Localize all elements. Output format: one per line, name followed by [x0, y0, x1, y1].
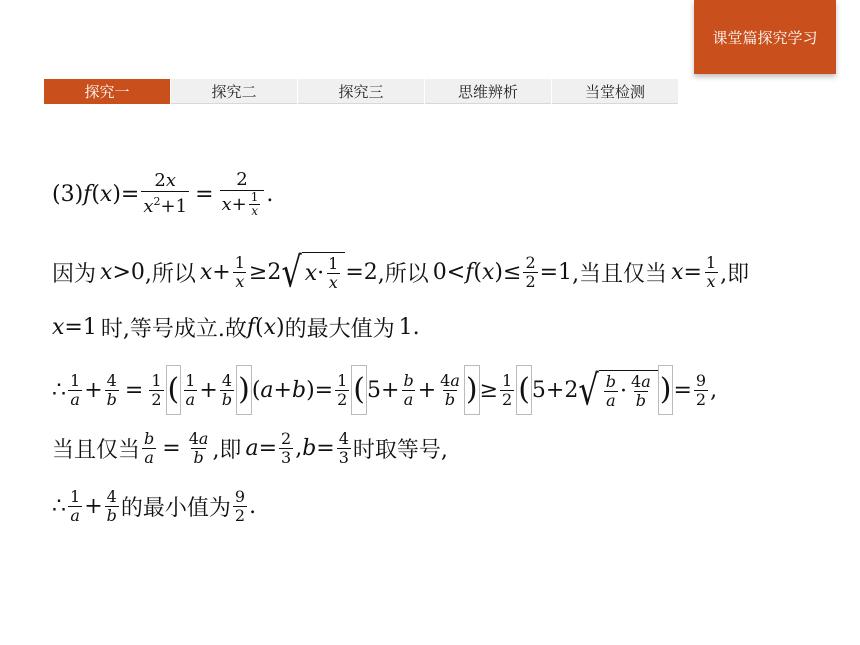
- tab-thinking-analysis[interactable]: 思维辨析: [425, 79, 551, 104]
- tab-class-test[interactable]: 当堂检测: [552, 79, 678, 104]
- tab-bar: [44, 79, 679, 103]
- tab-explore-2[interactable]: 探究二: [171, 79, 297, 104]
- part-label: (3): [52, 181, 84, 207]
- fraction-2x-over-x2-plus-1: $\frac{2x}{x^2+1}$: [143, 170, 188, 217]
- formula-line-6: ∴ $\frac{1}{a}$ + $\frac{4}{b}$ 的最小值为 $\frac{9}{2}$ .: [52, 487, 257, 525]
- section-badge: 课堂篇探究学习: [694, 0, 836, 74]
- formula-line-5: 当且仅当 $\frac{b}{a}$ = $\frac{4a}{b}$ ,即 a = $\frac{2}{3}$ , b = $\frac{4}{3}$ 时取等号,: [52, 429, 448, 467]
- fraction-2-over-x-plus-1-over-x: 2 x + $\frac{1}{x}$: [220, 170, 265, 218]
- fraction-1-over-x: $\frac{1}{x}$: [234, 252, 245, 291]
- formula-line-2: 因为 x >0 ,所以 x + $\frac{1}{x}$ ≥2 √ x · $\frac{1}{x}$ =2 ,所以 0< f ( x )≤ $\frac{2}{2}$ =1 ,当且仅当 x = $\frac{1}{x}$ ,即: [52, 247, 750, 297]
- formula-line-1: (3) f ( x )= $\frac{2x}{x^2+1}$ = 2 x + $\frac{1}{x}$ .: [52, 169, 274, 218]
- tab-explore-3[interactable]: 探究三: [298, 79, 424, 104]
- sqrt-x-times-1-over-x: √ x · $\frac{1}{x}$: [281, 252, 345, 292]
- formula-line-3: x =1 时,等号成立.故 f ( x ) 的最大值为 1.: [52, 315, 420, 342]
- tab-explore-1[interactable]: 探究一: [44, 79, 170, 104]
- formula-line-4: ∴ $\frac{1}{a}$ + $\frac{4}{b}$ = $\frac{1}{2}$ ( $\frac{1}{a}$ + $\frac{4}{b}$ ) ( a + b )= $\frac{1}{2}$ ( 5+ $\frac{b}{a}$ + $\frac{4a}{b}$ ) ≥ $\frac{1}{2}$ ( 5+2 √ $\frac{b}{a}$ · $\frac{4a}{b}$ ) = $\frac{9}{2}$ ,: [52, 365, 718, 415]
